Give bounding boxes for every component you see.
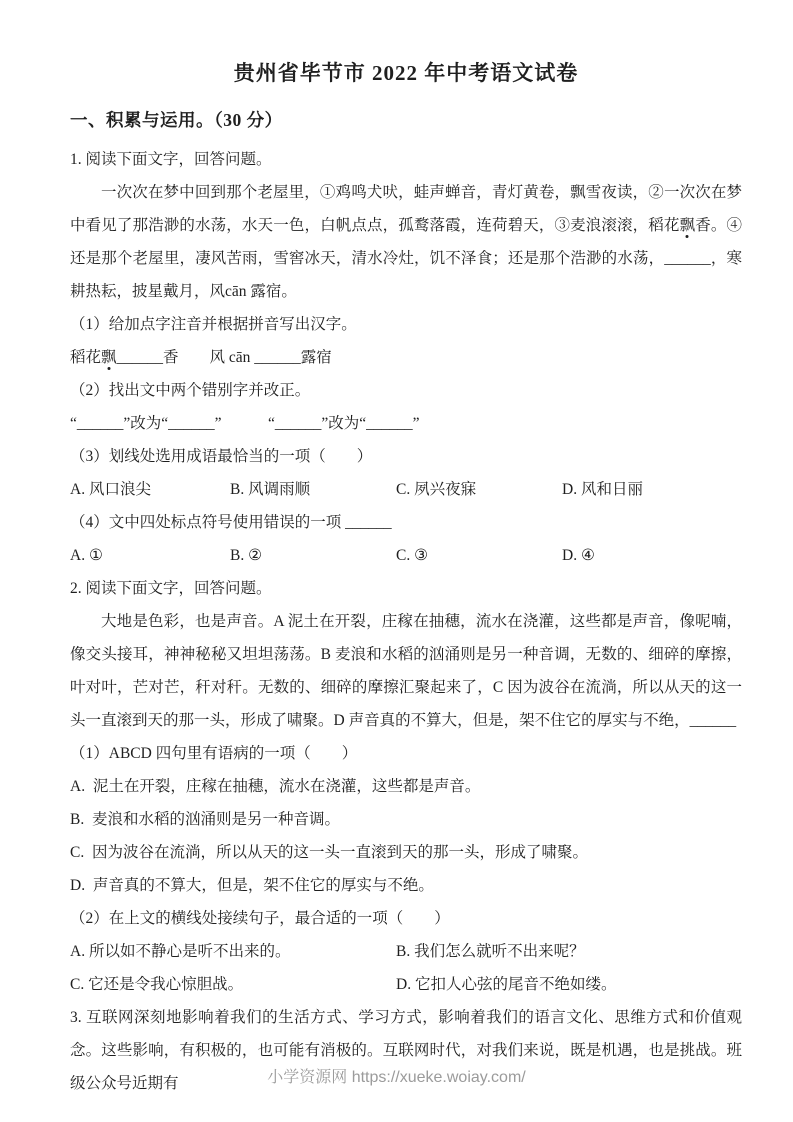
q2-sub2-options-row-2 bbox=[70, 968, 742, 1001]
q2-sub1-option-b: B. 麦浪和水稻的汹涌则是另一种音调。 bbox=[70, 811, 340, 828]
q1-sub2-stem: （2）找出文中两个错别字并改正。 bbox=[70, 382, 311, 399]
q2-sub1-option-c: C. 因为波谷在流淌，所以从天的这一头一直滚到天的那一头，形成了啸聚。 bbox=[70, 844, 588, 861]
q1-passage-part2: 香。④还是那个老屋里，凄风苦雨，雪窖冰天，清水冷灶，饥不泽食；还是那个浩渺的水荡，______，寒耕热耘，披星戴月，风cān 露宿。 bbox=[70, 217, 742, 300]
q1-sub1-answer-emphasized-char: 飘 bbox=[101, 349, 117, 366]
option-b: B. ② bbox=[230, 547, 262, 564]
q1-sub1-stem: （1）给加点字注音并根据拼音写出汉字。 bbox=[70, 316, 357, 333]
q1-sub1-answer-part2: ______香 风 cān ______露宿 bbox=[116, 349, 332, 366]
q1-passage-part1: 一次次在梦中回到那个老屋里，①鸡鸣犬吠，蛙声蝉音，青灯黄卷，飘雪夜读，②一次次在梦中看见了那浩渺的水荡，水天一色，白帆点点，孤鹜落霞，连荷碧天，③麦浪滚滚，稻花 bbox=[70, 184, 742, 234]
section-heading: 一、积累与运用。（30 分） bbox=[70, 110, 283, 130]
q1-stem: 1. 阅读下面文字，回答问题。 bbox=[70, 151, 272, 168]
option-a: A. 所以如不静心是听不出来的。 bbox=[70, 943, 291, 960]
q2-sub2-stem: （2）在上文的横线处接续句子，最合适的一项（ ） bbox=[70, 910, 450, 927]
option-c: C. 它还是令我心惊胆战。 bbox=[70, 976, 244, 993]
q2-sub1-stem: （1）ABCD 四句里有语病的一项（ ） bbox=[70, 745, 358, 762]
q1-sub1-answer-part1: 稻花 bbox=[70, 349, 102, 366]
q2-sub1-option-d: D. 声音真的不算大，但是，架不住它的厚实与不绝。 bbox=[70, 877, 434, 894]
q2-stem: 2. 阅读下面文字，回答问题。 bbox=[70, 580, 272, 597]
q1-passage-emphasized-char: 飘 bbox=[679, 217, 696, 234]
footer-site-link: 小学资源网 https://xueke.woiay.com/ bbox=[267, 1069, 526, 1086]
q1-sub2-blanks: “______”改为“______” “______”改为“______” bbox=[70, 415, 420, 432]
q1-sub3-stem: （3）划线处选用成语最恰当的一项（ ） bbox=[70, 448, 373, 465]
option-a: A. 风口浪尖 bbox=[70, 481, 151, 498]
q1-sub4-options-row bbox=[70, 539, 742, 572]
q1-passage bbox=[70, 176, 742, 308]
option-b: B. 我们怎么就听不出来呢？ bbox=[396, 943, 585, 960]
page-footer bbox=[0, 1064, 793, 1087]
q2-sub1-option-a: A. 泥土在开裂，庄稼在抽穗，流水在浇灌，这些都是声音。 bbox=[70, 778, 481, 795]
page-title: 贵州省毕节市 2022 年中考语文试卷 bbox=[233, 61, 579, 85]
option-b: B. 风调雨顺 bbox=[230, 481, 311, 498]
q1-sub1-answer-line bbox=[70, 341, 742, 374]
option-d: D. 风和日丽 bbox=[562, 481, 643, 498]
q2-passage: 大地是色彩，也是声音。A 泥土在开裂，庄稼在抽穗，流水在浇灌，这些都是声音，像呢喃，像交头接耳，神神秘秘又坦坦荡荡。B 麦浪和水稻的汹涌则是另一种音调，无数的、细碎的摩擦，叶对叶，芒对芒，秆对秆。无数的、细碎的摩擦汇聚起来了，C 因为波谷在流淌，所以从天的这一头一直滚到天的那一头，形成了啸聚。D 声音真的不算大，但是，架不住它的厚实与不绝，______ bbox=[70, 613, 742, 729]
option-c: C. ③ bbox=[396, 547, 428, 564]
exam-page bbox=[70, 58, 742, 1100]
q3-stem: 3. 互联网深刻地影响着我们的生活方式、学习方式，影响着我们的语言文化、思维方式和价值观念。这些影响，有积极的，也可能有消极的。互联网时代，对我们来说，既是机遇，也是挑战。班级公众号近期有 bbox=[70, 1009, 742, 1092]
option-c: C. 夙兴夜寐 bbox=[396, 481, 477, 498]
option-a: A. ① bbox=[70, 547, 103, 564]
q1-sub3-options-row bbox=[70, 473, 742, 506]
option-d: D. 它扣人心弦的尾音不绝如缕。 bbox=[396, 976, 617, 993]
option-d: D. ④ bbox=[562, 547, 595, 564]
q2-sub2-options-row-1 bbox=[70, 935, 742, 968]
q1-sub4-stem: （4）文中四处标点符号使用错误的一项 ______ bbox=[70, 514, 392, 531]
